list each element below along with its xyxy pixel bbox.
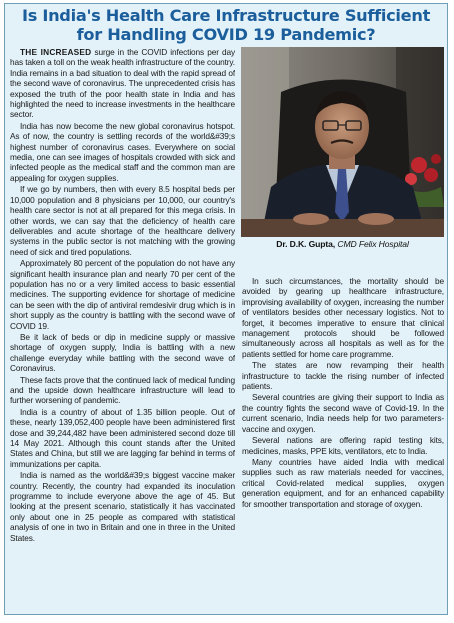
- paragraph-3: If we go by numbers, then with every 8.5 hospital beds per 10,000 population and 8 physicians per 10,000, our country's health care sector is not at all prepared for this mega crisis. In other words, we can say that the deficiency of health care deliverables and acute shortage of the healthcare delivery systems in the public sector is not matching with the growing need of sick and tired populations.: [10, 184, 235, 257]
- caption-name: Dr. D.K. Gupta,: [276, 239, 336, 249]
- portrait-photo: [241, 47, 444, 237]
- paragraph-10: The states are now revamping their health infrastructure to tackle the rising number of infected patients.: [242, 360, 444, 392]
- article-column-left: [10, 47, 235, 613]
- paragraph-13: Many countries have aided India with medical supplies such as raw materials needed for vaccines, critical Covid-related medical supplies, oxygen generation equipment, and for an enhanced capability for smoother transportation and storage of oxygen.: [242, 456, 444, 509]
- paragraph-1-text: surge in the COVID infections per day has taken a toll on the weak health infrastructure of the country. India remains in a bad situation to deal with the rapid spread of the second wave of coronavirus. The unprecedented crisis has exposed the truth of the poor health state in India and has highlighted the need to increase investments in the healthcare sector.: [10, 47, 235, 120]
- photo-caption: [241, 239, 444, 250]
- paragraph-8-start: India is named as the world&#39;s biggest vaccine maker country. Recently, the country had expanded its inoculation programme to include everyone above the age of 45. But looking at the present scenario, statistically it has vaccinated only about one in 25 people as compared with statistical analysis of one in two in Britain and one in three in the United States.: [10, 470, 235, 543]
- paragraph-6: These facts prove that the continued lack of medical funding and the upside down healthcare infrastructure will lead to further worsening of pandemic.: [10, 374, 235, 406]
- paragraph-12: Several nations are offering rapid testing kits, medicines, masks, PPE kits, ventilators, etc to India.: [242, 435, 444, 456]
- newspaper-clipping: [4, 3, 448, 615]
- caption-role: CMD Felix Hospital: [337, 239, 409, 249]
- lead-in: THE INCREASED: [20, 47, 92, 57]
- headline: [9, 6, 443, 44]
- paragraph-7: India is a country of about of 1.35 billion people. Out of these, nearly 139,052,400 people have been administered first dose and 39,244,482 have been administered second doze till 14 May 2021. Although this count stands after the United States and China, but still we are lagging far behind in terms of immunizations per capita.: [10, 406, 235, 469]
- headline-line-2: for Handling COVID 19 Pandemic?: [76, 25, 376, 44]
- paragraph-11: Several countries are giving their support to India as the country fights the second wave of Covid-19. In the current scenario, India needs help for two parameters- vaccine and oxygen.: [242, 392, 444, 434]
- headline-line-1: Is India's Health Care Infrastructure Sufficient: [21, 6, 431, 25]
- article-column-right: [242, 276, 444, 613]
- paragraph-9: In such circumstances, the mortality should be avoided by gearing up healthcare infrastructure, improvising availability of oxygen, increasing the number of ventilators besides other necessary logistics. Not to forget, it becomes imperative to ensure that clinical management protocols should be followed simultaneously across all hospitals as well as for the patients settled for home care programme.: [242, 276, 444, 359]
- paragraph-2: India has now become the new global coronavirus hotspot. As of now, the country is settling records of the world&#39;s highest number of coronavirus cases. Everywhere on social media, one can see images of hospitals crowded with sick and infected people as the medical staff and the common man are appealing for oxygen supplies.: [10, 120, 235, 183]
- paragraph-4: Approximately 80 percent of the population do not have any significant health insurance plan and nearly 70 per cent of the population has no or a very limited access to basic essential medicines. The supporting evidence for shortage of medicine can be seen with the dip of antiviral remdesivir drug which is in short supply as the country is battling with the second wave of COVID 19.: [10, 258, 235, 331]
- paragraph-1: [10, 47, 235, 120]
- article-body: [10, 47, 444, 613]
- paragraph-5: Be it lack of beds or dip in medicine supply or massive shortage of oxygen supply, India is battling with a new challenge everyday while battling with the second wave of Coronavirus.: [10, 331, 235, 374]
- portrait-figure: [241, 47, 444, 259]
